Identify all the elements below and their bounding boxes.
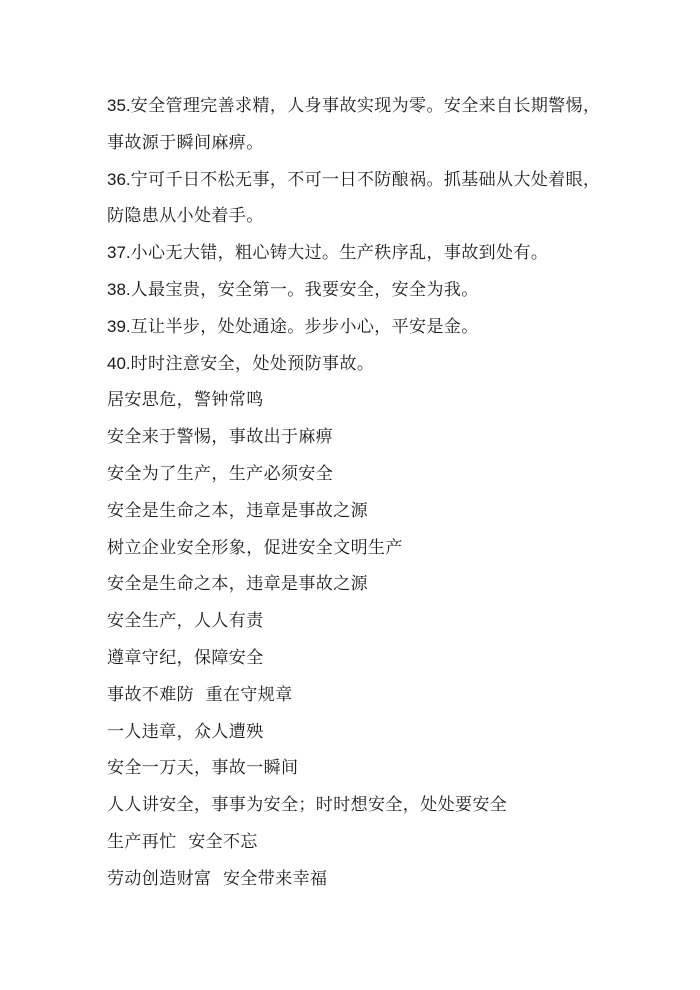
item-36-line-2: 防隐患从小处着手。 bbox=[107, 206, 264, 227]
slogan-line: 一人违章，众人遭殃 bbox=[107, 721, 264, 742]
item-38-number: 38. bbox=[107, 279, 131, 299]
slogan-line: 人人讲安全，事事为安全；时时想安全，处处要安全 bbox=[107, 795, 508, 816]
item-36-text-1: 宁可千日不松无事，不可一日不防酿祸。抓基础从大处着眼， bbox=[130, 169, 601, 190]
slogan-line: 安全是生命之本，违章是事故之源 bbox=[107, 500, 368, 521]
slogan-line: 安全是生命之本，违章是事故之源 bbox=[107, 574, 368, 595]
item-40-number: 40. bbox=[107, 353, 131, 373]
slogan-line: 事故不难防 重在守规章 bbox=[107, 684, 293, 705]
slogan-line: 安全生产，人人有责 bbox=[107, 611, 264, 632]
document-body bbox=[107, 88, 601, 898]
slogan-line: 居安思危，警钟常鸣 bbox=[107, 390, 264, 411]
slogan-line: 安全一万天，事故一瞬间 bbox=[107, 758, 299, 779]
item-37-line-1 bbox=[107, 235, 597, 272]
item-35-line-2: 事故源于瞬间麻痹。 bbox=[107, 132, 264, 153]
item-40-line-1 bbox=[107, 346, 597, 383]
item-38-line-1 bbox=[107, 272, 597, 309]
slogan-line: 树立企业安全形象，促进安全文明生产 bbox=[107, 537, 403, 558]
item-39-number: 39. bbox=[107, 316, 131, 336]
item-38-text-1: 人最宝贵，安全第一。我要安全，安全为我。 bbox=[130, 279, 479, 300]
item-36-number: 36. bbox=[107, 169, 131, 189]
item-35-line-1 bbox=[107, 88, 601, 125]
item-39-line-1 bbox=[107, 309, 597, 346]
slogan-line: 安全来于警惕，事故出于麻痹 bbox=[107, 427, 334, 448]
item-39-text-1: 互让半步，处处通途。步步小心，平安是金。 bbox=[130, 316, 479, 337]
item-37-text-1: 小心无大错，粗心铸大过。生产秩序乱，事故到处有。 bbox=[130, 243, 549, 264]
item-40-text-1: 时时注意安全，处处预防事故。 bbox=[130, 353, 375, 374]
slogan-line: 安全为了生产，生产必须安全 bbox=[107, 463, 334, 484]
item-37-number: 37. bbox=[107, 243, 131, 263]
item-35-text-1: 安全管理完善求精，人身事故实现为零。安全来自长期警惕， bbox=[130, 96, 601, 116]
slogan-line: 劳动创造财富 安全带来幸福 bbox=[107, 868, 328, 889]
slogan-line: 遵章守纪，保障安全 bbox=[107, 647, 264, 668]
item-35-number: 35. bbox=[107, 96, 131, 115]
item-36-line-1 bbox=[107, 162, 601, 199]
slogan-line: 生产再忙 安全不忘 bbox=[107, 831, 258, 852]
